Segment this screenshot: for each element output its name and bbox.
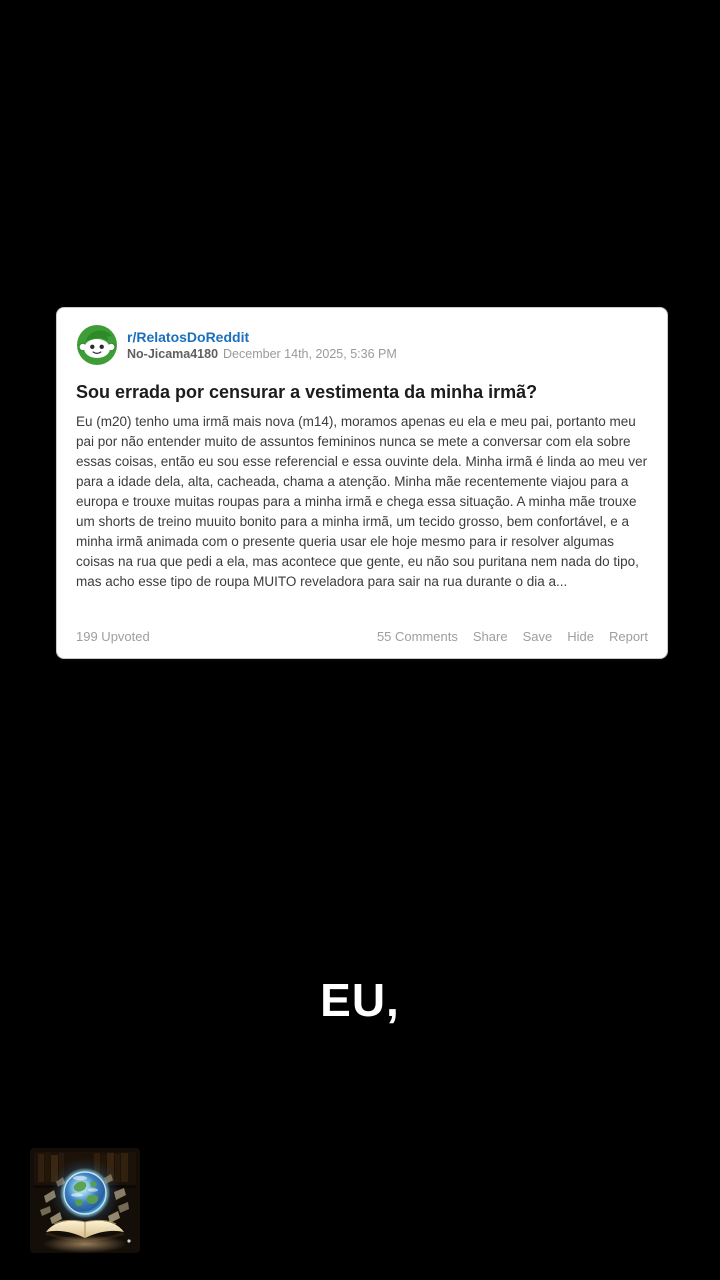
- post-author-link[interactable]: No-Jicama4180: [127, 346, 219, 361]
- share-button[interactable]: Share: [472, 629, 508, 644]
- upvote-status: 199 Upvoted: [76, 629, 150, 644]
- subreddit-avatar-icon: [76, 324, 118, 366]
- subtitle-caption: EU,: [320, 974, 400, 1026]
- report-button[interactable]: Report: [608, 629, 648, 644]
- post-actions: [377, 629, 648, 644]
- post-body: Eu (m20) tenho uma irmã mais nova (m14), moramos apenas eu ela e meu pai, portanto meu pai por não entender muito de assuntos femininos nunca se mete a conversar com ela sobre essas coisas, então eu sou esse referencial e essa ouvinte dela. Minha irmã é linda ao meu ver para a idade dela, alta, cacheada, chama a atenção. Minha mãe recentemente viajou para a europa e trouxe muitas roupas para a minha irmã e chega essa situação. A minha mãe trouxe um shorts de treino muuito bonito para a minha irmã, um tecido grosso, bem confortável, e a minha irmã animada com o presente queria usar ele hoje mesmo para ir resolver algumas coisas na rua que pedi a ela, mas acontece que gente, eu não sou puritana nem nada do tipo, mas acho esse tipo de roupa MUITO reveladora para sair na rua durante o dia a...: [76, 414, 648, 589]
- post-footer: [76, 629, 648, 644]
- save-button[interactable]: Save: [522, 629, 553, 644]
- reddit-post-card: [57, 308, 667, 658]
- hide-button[interactable]: Hide: [567, 629, 594, 644]
- comments-link[interactable]: 55 Comments: [376, 629, 458, 644]
- post-header: [76, 324, 648, 366]
- subreddit-link[interactable]: r/RelatosDoReddit: [127, 328, 250, 345]
- post-title: Sou errada por censurar a vestimenta da minha irmã?: [76, 382, 538, 402]
- book-globe-thumbnail: [30, 1148, 140, 1253]
- post-byline: [127, 347, 397, 361]
- post-meta: [127, 330, 397, 361]
- post-timestamp: December 14th, 2025, 5:36 PM: [223, 346, 397, 361]
- open-book-earth-globe-icon: [30, 1148, 140, 1253]
